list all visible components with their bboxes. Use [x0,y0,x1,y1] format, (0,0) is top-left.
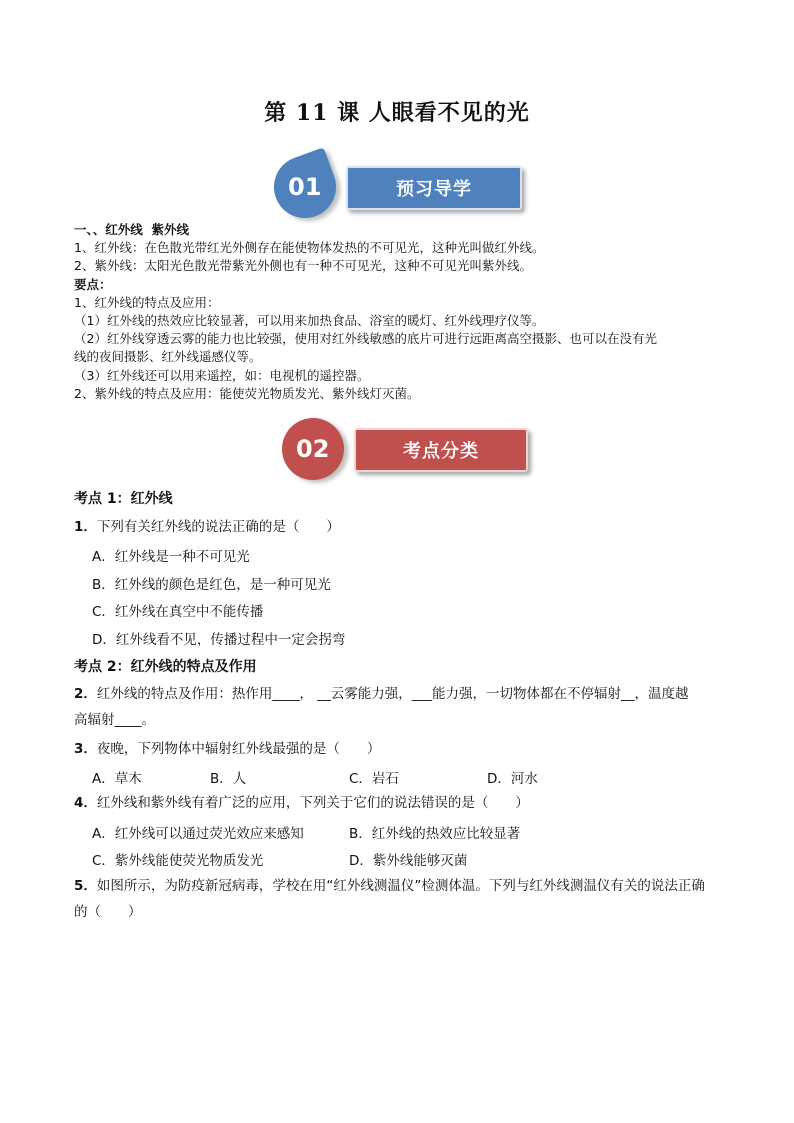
question-2 [74,681,734,733]
question-number: 4． [74,795,97,811]
question-1 [74,514,734,540]
section-1-label: 预习导学 [396,179,472,200]
section-1-number-badge [265,147,344,226]
section-2-number: 02 [296,435,330,463]
question-text-line-1: 如图所示，为防疫新冠病毒，学校在用“红外线测温仪”检测体温。下列与红外线测温仪有关的说法正确 [96,878,705,894]
key-line: 1、红外线的特点及应用： [74,294,220,310]
question-number: 2． [74,686,97,702]
question-number: 3． [74,741,97,757]
q3-option-d: D．河水 [487,771,538,787]
question-text-line-2: 的（ ） [74,904,142,920]
key-line: （1）红外线的热效应比较显著，可以用来加热食品、浴室的暖灯、红外线理疗仪等。 [74,313,545,329]
intro-heading: 一、、红外线 紫外线 [74,222,189,237]
question-text-line-2: 高辐射____。 [74,712,155,728]
key-line: （3）红外线还可以用来遥控，如：电视机的遥控器。 [74,367,370,383]
key-heading: 要点： [74,276,112,292]
kaodian-1-heading: 考点 1：红外线 [74,491,173,507]
q3-option-a: A．草木 [92,771,142,787]
key-line: （2）红外线穿透云雾的能力也比较强，使用对红外线敏感的底片可进行远距离高空摄影、也可以在没有光 [74,331,657,347]
question-text-line-1: 红外线的特点及作用：热作用____， __云雾能力强，___能力强，一切物体都在不停辐射__，温度越 [96,686,689,702]
q4-option-a: A．红外线可以通过荧光效应来感知 [92,826,304,842]
q1-option-c: C．红外线在真空中不能传播 [92,604,264,620]
q1-option-a: A．红外线是一种不可见光 [92,549,250,565]
question-number: 1． [74,519,97,535]
kaodian-2-heading: 考点 2：红外线的特点及作用 [74,659,257,675]
question-5 [74,873,734,925]
q4-option-d: D．紫外线能够灭菌 [349,853,468,869]
intro-line: 2、紫外线：太阳光色散光带紫光外侧也有一种不可见光，这种不可见光叫紫外线。 [74,258,532,274]
q4-option-b: B．红外线的热效应比较显著 [349,826,521,842]
key-line: 线的夜间摄影、红外线遥感仪等。 [74,349,262,365]
question-text: 夜晚，下列物体中辐射红外线最强的是（ ） [96,741,381,757]
q1-option-b: B．红外线的颜色是红色，是一种可见光 [92,577,331,593]
q3-option-b: B．人 [210,771,247,787]
section-2-label: 考点分类 [403,441,479,462]
q1-option-d: D．红外线看不见，传播过程中一定会拐弯 [92,632,346,648]
key-line: 2、紫外线的特点及应用：能使荧光物质发光、紫外线灯灭菌。 [74,385,420,401]
question-3 [74,736,734,762]
q3-option-c: C．岩石 [349,771,399,787]
question-number: 5． [74,878,97,894]
q4-option-c: C．紫外线能使荧光物质发光 [92,853,264,869]
question-text: 红外线和紫外线有着广泛的应用，下列关于它们的说法错误的是（ ） [96,795,529,811]
section-1-number: 01 [288,173,322,201]
section-1-label-box [346,166,522,210]
question-4 [74,790,734,816]
section-2-number-badge [273,409,352,488]
section-2-label-box [354,428,528,472]
intro-block [74,221,734,403]
intro-line: 1、红外线：在色散光带红光外侧存在能使物体发热的不可见光，这种光叫做红外线。 [74,240,545,256]
question-text: 下列有关红外线的说法正确的是（ ） [96,519,340,535]
page-title: 第 11 课 人眼看不见的光 [264,100,530,126]
